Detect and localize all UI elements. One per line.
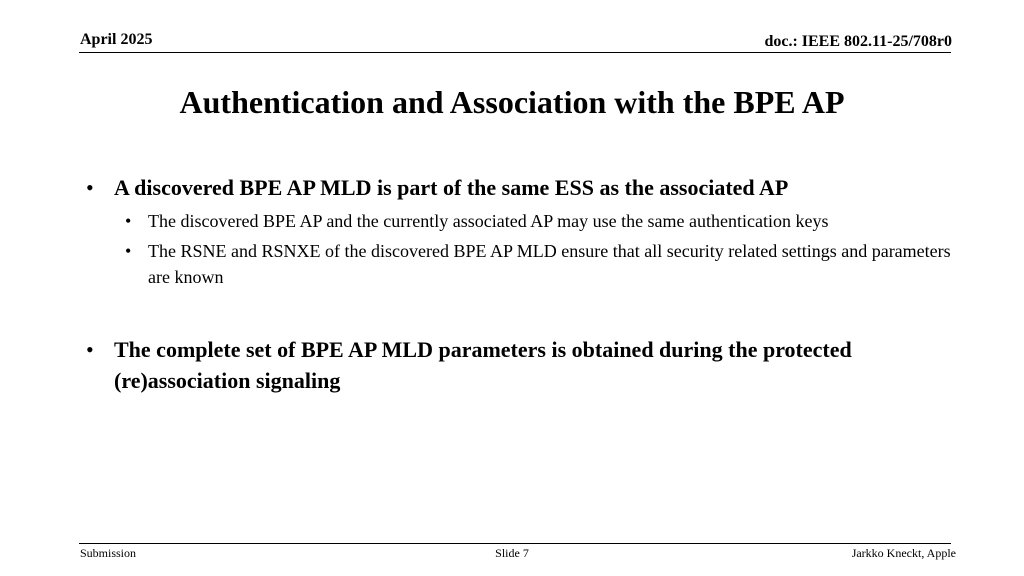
bullet-icon: • xyxy=(86,175,94,200)
footer-divider xyxy=(79,543,951,544)
slide-title: Authentication and Association with the BPE AP xyxy=(179,84,845,120)
footer-slide-number: Slide 7 xyxy=(495,546,529,560)
bullet-icon: • xyxy=(125,241,132,261)
sub-bullet-text: The RSNE and RSNXE of the discovered BPE AP MLD ensure that all security related settings and parameters are known xyxy=(148,241,951,287)
footer-author: Jarkko Kneckt, Apple xyxy=(851,546,956,560)
sub-bullet-text: The discovered BPE AP and the currently associated AP may use the same authentication keys xyxy=(148,211,829,231)
bullet-text: The complete set of BPE AP MLD parameters is obtained during the protected (re)association signaling xyxy=(114,337,852,393)
bullet-item xyxy=(86,172,946,203)
bullet-icon: • xyxy=(125,211,132,231)
sub-bullet-item xyxy=(125,208,965,234)
bullet-item xyxy=(86,334,946,396)
footer-submission: Submission xyxy=(80,546,137,560)
header-doc-id: doc.: IEEE 802.11-25/708r0 xyxy=(764,33,952,50)
bullet-icon: • xyxy=(86,337,94,362)
header-date: April 2025 xyxy=(80,31,153,48)
sub-bullet-item xyxy=(125,238,965,290)
bullet-text: A discovered BPE AP MLD is part of the same ESS as the associated AP xyxy=(114,175,789,200)
header-divider xyxy=(79,52,951,53)
